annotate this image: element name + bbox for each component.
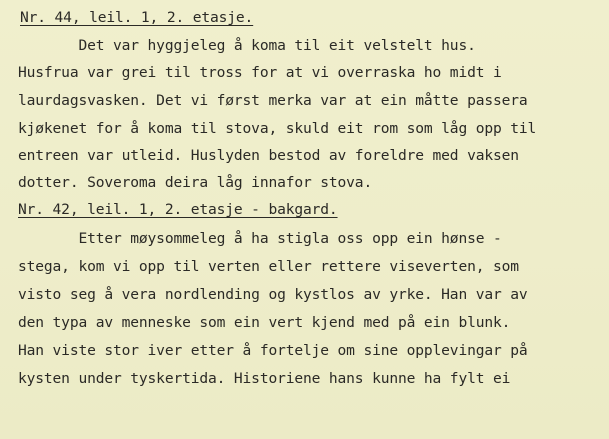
section-heading-nr-42: Nr. 42, leil. 1, 2. etasje - bakgard. — [18, 201, 338, 218]
text-line: visto seg å vera nordlending og kystlos av yrke. Han var av — [18, 286, 528, 303]
section-heading-nr-44: Nr. 44, leil. 1, 2. etasje. — [20, 9, 254, 26]
text-line: stega, kom vi opp til verten eller rettere viseverten, som — [18, 258, 519, 275]
text-line: laurdagsvasken. Det vi først merka var at ein måtte passera — [18, 92, 528, 109]
text-line: den typa av menneske som ein vert kjend med på ein blunk. — [18, 314, 511, 331]
text-line: Det var hyggjeleg å koma til eit velstelt hus. — [18, 37, 476, 54]
text-line: Han viste stor iver etter å fortelje om sine opplevingar på — [18, 342, 528, 359]
text-line: dotter. Soveroma deira låg innafor stova. — [18, 174, 373, 191]
text-line: entreen var utleid. Huslyden bestod av foreldre med vaksen — [18, 147, 519, 164]
text-line: Etter møysommeleg å ha stigla oss opp ein hønse - — [18, 230, 502, 247]
text-line: kysten under tyskertida. Historiene hans kunne ha fylt ei — [18, 370, 511, 387]
text-line: Husfrua var grei til tross for at vi overraska ho midt i — [18, 64, 502, 81]
text-line: kjøkenet for å koma til stova, skuld eit rom som låg opp til — [18, 120, 537, 137]
